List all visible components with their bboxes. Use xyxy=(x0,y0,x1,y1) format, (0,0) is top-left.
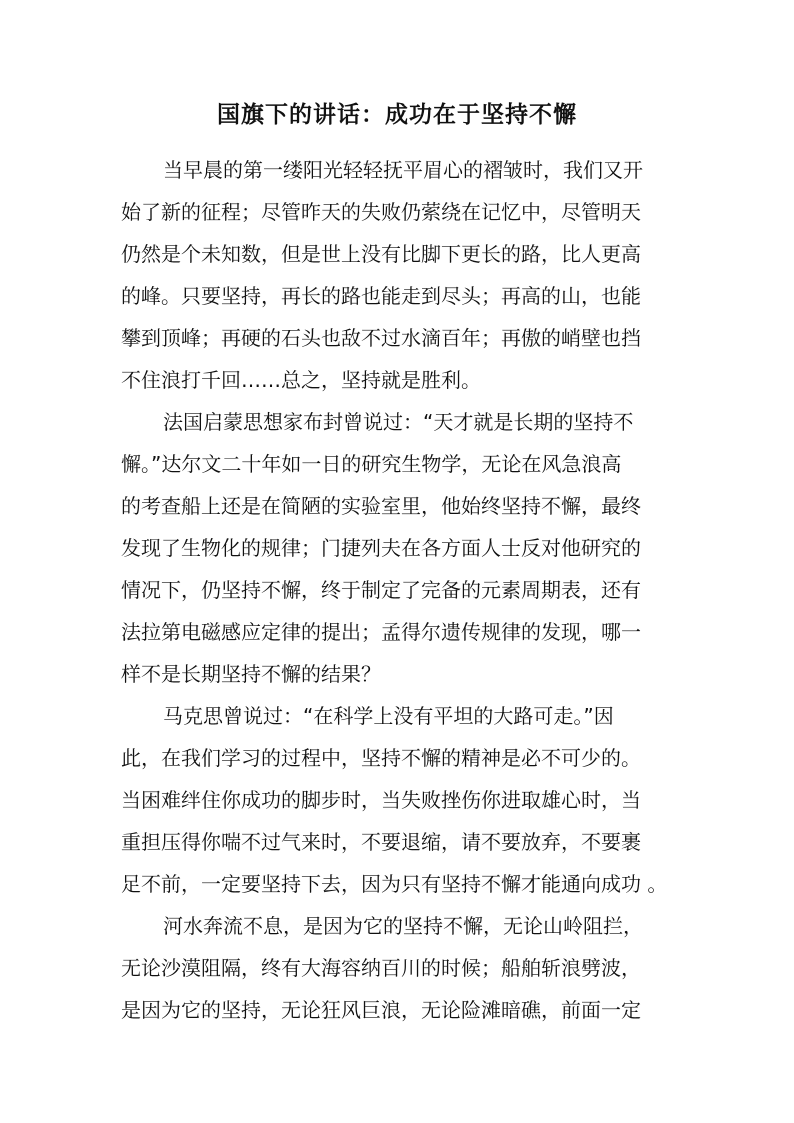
body-line: 发现了生物化的规律；门捷列夫在各方面人士反对他研究的 xyxy=(121,536,641,560)
body-line: 样不是长期坚持不懈的结果？ xyxy=(121,662,381,686)
body-line: 河水奔流不息，是因为它的坚持不懈，无论山岭阻拦， xyxy=(163,914,643,938)
body-line: 马克思曾说过：“在科学上没有平坦的大路可走。”因 xyxy=(163,704,614,728)
body-line: 情况下，仍坚持不懈，终于制定了完备的元素周期表，还有 xyxy=(121,578,641,602)
body-line: 法拉第电磁感应定律的提出；孟得尔遗传规律的发现，哪一 xyxy=(121,620,641,644)
body-line: 重担压得你喘不过气来时，不要退缩，请不要放弃，不要裹 xyxy=(121,830,641,854)
body-line: 足不前，一定要坚持下去，因为只有坚持不懈才能通向成功 。 xyxy=(121,872,668,896)
body-line: 懈。”达尔文二十年如一日的研究生物学，无论在风急浪高 xyxy=(121,452,622,476)
body-line: 当困难绊住你成功的脚步时，当失败挫伤你进取雄心时，当 xyxy=(121,788,641,812)
body-line: 不住浪打千回……总之，坚持就是胜利。 xyxy=(121,368,481,392)
body-line: 是因为它的坚持，无论狂风巨浪，无论险滩暗礁，前面一定 xyxy=(121,998,641,1022)
body-line: 的峰。只要坚持，再长的路也能走到尽头；再高的山，也能 xyxy=(121,284,641,308)
body-line: 始了新的征程；尽管昨天的失败仍萦绕在记忆中，尽管明天 xyxy=(121,200,641,224)
body-line: 无论沙漠阻隔，终有大海容纳百川的时候；船舶斩浪劈波， xyxy=(121,956,641,980)
body-line: 攀到顶峰；再硬的石头也敌不过水滴百年；再傲的峭壁也挡 xyxy=(121,326,641,350)
body-line: 的考查船上还是在简陋的实验室里，他始终坚持不懈，最终 xyxy=(121,494,641,518)
body-line: 当早晨的第一缕阳光轻轻抚平眉心的褶皱时，我们又开 xyxy=(163,158,643,182)
body-line: 法国启蒙思想家布封曾说过：“天才就是长期的坚持不 xyxy=(163,410,634,434)
document-title: 国旗下的讲话：成功在于坚持不懈 xyxy=(217,102,577,128)
body-line: 仍然是个未知数，但是世上没有比脚下更长的路，比人更高 xyxy=(121,242,641,266)
body-line: 此，在我们学习的过程中，坚持不懈的精神是必不可少的。 xyxy=(121,746,641,770)
